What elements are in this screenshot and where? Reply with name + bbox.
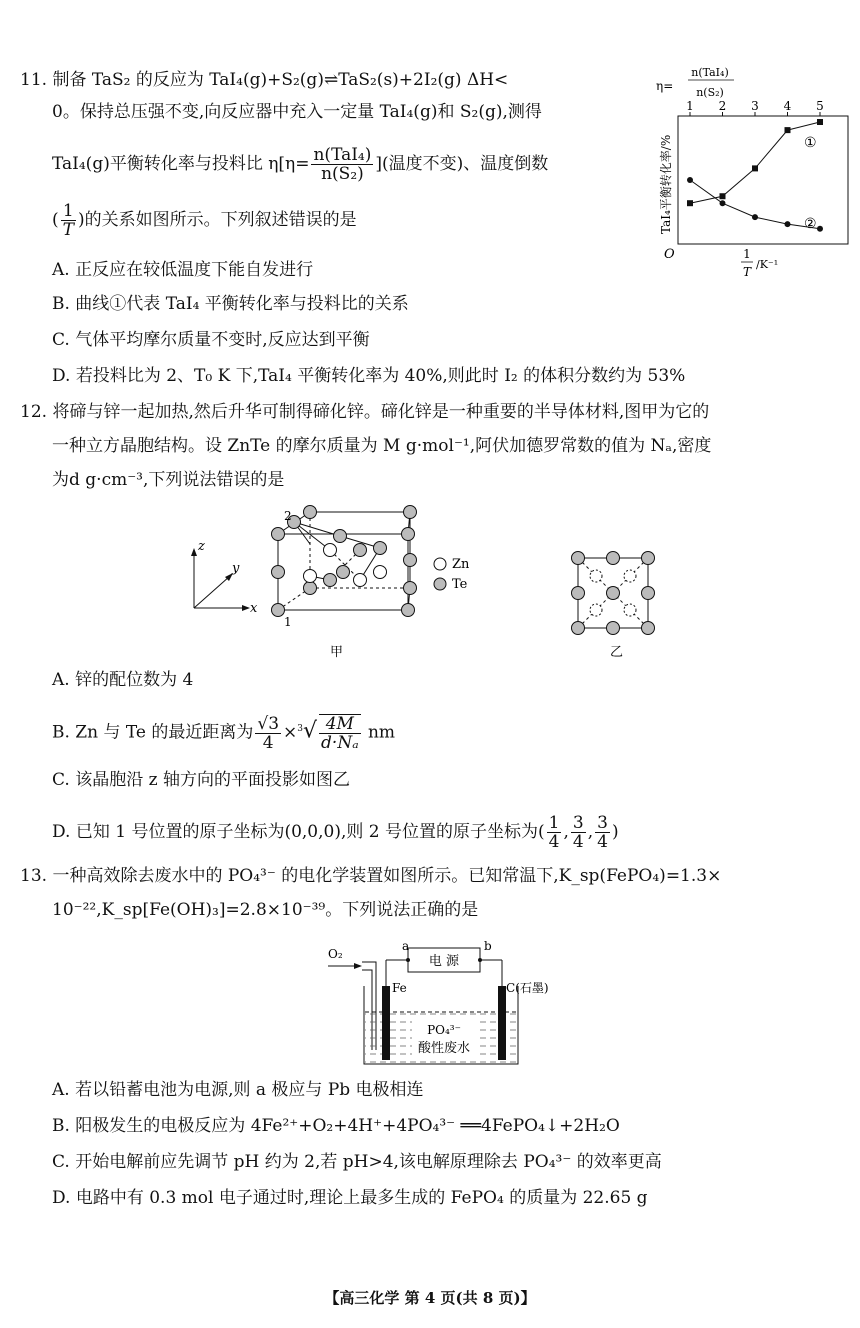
coord-y-num: 3 bbox=[572, 813, 584, 833]
chart-xlabel-den: T bbox=[742, 265, 752, 279]
axis-z-label: z bbox=[198, 539, 205, 554]
top-tick-label: 2 bbox=[718, 99, 727, 113]
q12-option-c: C. 该晶胞沿 z 轴方向的平面投影如图乙 bbox=[52, 770, 350, 790]
o2-label: O₂ bbox=[328, 947, 343, 961]
top-tick-label: 5 bbox=[816, 99, 824, 113]
caption-yi: 乙 bbox=[610, 645, 624, 660]
zn-atom bbox=[324, 544, 337, 557]
axes-icon bbox=[191, 539, 258, 616]
te-atom-projection bbox=[642, 587, 655, 600]
projection-figure bbox=[572, 552, 655, 635]
c-label: C(石墨) bbox=[506, 981, 549, 995]
te-atom bbox=[404, 582, 417, 595]
fe-electrode bbox=[382, 986, 390, 1060]
zn-atom bbox=[374, 566, 387, 579]
te-atom-projection bbox=[572, 552, 585, 565]
unit-nm: nm bbox=[367, 722, 396, 743]
series-1-point bbox=[687, 200, 693, 206]
q11-option-c: C. 气体平均摩尔质量不变时,反应达到平衡 bbox=[52, 330, 370, 350]
chart-eta-label: η= bbox=[656, 79, 674, 93]
series-1-point bbox=[752, 165, 758, 171]
q12-option-a: A. 锌的配位数为 4 bbox=[52, 670, 194, 690]
q13-option-d: D. 电路中有 0.3 mol 电子通过时,理论上最多生成的 FePO₄ 的质量为 22.65 g bbox=[52, 1188, 648, 1208]
q13-option-a: A. 若以铅蓄电池为电源,则 a 极应与 Pb 电极相连 bbox=[52, 1080, 424, 1100]
te-atom bbox=[374, 542, 387, 555]
series-line-1 bbox=[690, 122, 820, 203]
te-atom bbox=[272, 566, 285, 579]
q12-line-1: 12. 将碲与锌一起加热,然后升华可制得碲化锌。碲化锌是一种重要的半导体材料,图甲为它的 bbox=[20, 402, 710, 422]
root-numerator: 4M bbox=[319, 715, 361, 734]
te-atom-projection bbox=[642, 622, 655, 635]
te-atom-projection bbox=[607, 622, 620, 635]
zn-atom-projection bbox=[590, 604, 602, 616]
chart-eta-num: n(TaI₄) bbox=[691, 66, 729, 79]
te-atom-projection bbox=[607, 587, 620, 600]
sqrt3-over-4 bbox=[255, 715, 281, 752]
chart-xlabel-num: 1 bbox=[743, 247, 751, 261]
zn-atom bbox=[304, 570, 317, 583]
inv-numerator: 1 bbox=[61, 202, 76, 221]
series-1-point bbox=[817, 119, 823, 125]
te-atom bbox=[402, 604, 415, 617]
eta-fraction bbox=[311, 146, 373, 183]
chart-plot-frame bbox=[678, 116, 848, 244]
te-atom-projection bbox=[642, 552, 655, 565]
chart-ylabel: TaI₄平衡转化率/% bbox=[659, 134, 673, 234]
o2-arrowhead bbox=[354, 963, 362, 969]
top-tick-label: 1 bbox=[686, 99, 694, 113]
fe-label: Fe bbox=[392, 981, 407, 995]
q12-option-d: D. 已知 1 号位置的原子坐标为(0,0,0),则 2 号位置的原子坐标为( $\frac{1}{4}$ , $\frac{3}{4}$ , $\frac{3}{4}$ ) bbox=[52, 813, 619, 852]
te-legend-icon bbox=[434, 578, 446, 590]
q13-line-2: 10⁻²²,K_sp[Fe(OH)₃]=2.8×10⁻³⁹。下列说法正确的是 bbox=[52, 900, 479, 920]
four: 4 bbox=[262, 732, 274, 753]
q11-chart bbox=[650, 62, 855, 282]
te-atom bbox=[404, 554, 417, 567]
inv-denominator: T bbox=[62, 220, 74, 240]
series-2-point bbox=[687, 177, 693, 183]
chart-top-ticks bbox=[686, 99, 824, 116]
series-2-point bbox=[752, 214, 758, 220]
times-sign: × bbox=[283, 722, 298, 743]
terminal-a bbox=[406, 958, 410, 962]
terminal-b bbox=[478, 958, 482, 962]
position-2-label: 2 bbox=[284, 509, 292, 523]
zn-atom-projection bbox=[624, 570, 636, 582]
graphite-electrode bbox=[498, 986, 506, 1060]
po4-label: PO₄³⁻ bbox=[427, 1023, 461, 1037]
page-footer: 【高三化学 第 4 页(共 8 页)】 bbox=[324, 1289, 536, 1307]
series-1-point bbox=[785, 127, 791, 133]
eta-numerator: n(TaI₄) bbox=[313, 145, 372, 165]
zn-atom-projection bbox=[590, 570, 602, 582]
position-1-label: 1 bbox=[284, 615, 292, 629]
series-2-point bbox=[785, 221, 791, 227]
q13-electrolysis-figure bbox=[320, 930, 580, 1070]
q11-option-b: B. 曲线①代表 TaI₄ 平衡转化率与投料比的关系 bbox=[52, 294, 409, 314]
q12-line-3: 为d g·cm⁻³,下列说法错误的是 bbox=[52, 470, 285, 490]
coord-z-num: 3 bbox=[597, 813, 608, 833]
q11-line-2: 0。保持总压强不变,向反应器中充入一定量 TaI₄(g)和 S₂(g),测得 bbox=[52, 102, 542, 122]
eta-denominator: n(S₂) bbox=[321, 164, 364, 184]
root-fraction bbox=[319, 714, 361, 752]
te-atom-projection bbox=[572, 587, 585, 600]
q12-crystal-figure bbox=[180, 500, 700, 670]
sqrt3: √3 bbox=[257, 713, 280, 734]
series-1-point bbox=[720, 193, 726, 199]
terminal-b-label: b bbox=[484, 939, 492, 953]
coord-z-den: 4 bbox=[597, 832, 608, 852]
q11-line-4b: )的关系如图所示。下列叙述错误的是 bbox=[77, 210, 357, 230]
wastewater-label: 酸性废水 bbox=[417, 1041, 471, 1056]
zn-atom-projection bbox=[624, 604, 636, 616]
radical-sign: √ bbox=[303, 718, 318, 744]
te-atom-projection bbox=[572, 622, 585, 635]
caption-jia: 甲 bbox=[330, 645, 344, 660]
coord-x-den: 4 bbox=[548, 832, 560, 852]
coord-z bbox=[595, 814, 610, 851]
terminal-a-label: a bbox=[402, 939, 410, 953]
top-tick-label: 4 bbox=[783, 99, 792, 113]
q11-line-4 bbox=[52, 202, 357, 239]
q11-line-3a: TaI₄(g)平衡转化率与投料比 η[η= bbox=[52, 154, 310, 174]
axis-y-label: y bbox=[232, 561, 240, 576]
inverse-t-fraction bbox=[61, 202, 76, 239]
q11-option-d: D. 若投料比为 2、T₀ K 下,TaI₄ 平衡转化率为 40%,则此时 I₂ 的体积分数约为 53% bbox=[52, 366, 686, 386]
power-label: 电 源 bbox=[428, 954, 460, 969]
coord-x-num: 1 bbox=[548, 813, 560, 833]
te-atom-projection bbox=[607, 552, 620, 565]
te-atom bbox=[334, 530, 347, 543]
series-2-point bbox=[817, 226, 823, 232]
zn-legend-label: Zn bbox=[452, 557, 470, 572]
q12-line-2: 一种立方晶胞结构。设 ZnTe 的摩尔质量为 M g·mol⁻¹,阿伏加德罗常数的值为 Nₐ,密度 bbox=[52, 436, 712, 456]
te-atom bbox=[354, 544, 367, 557]
q12-option-b-prefix: B. Zn 与 Te 的最近距离为 bbox=[52, 722, 254, 743]
q11-line-3 bbox=[52, 146, 548, 183]
q12-option-d-close: ) bbox=[611, 822, 619, 842]
te-atom bbox=[272, 528, 285, 541]
series-2-point bbox=[720, 200, 726, 206]
te-legend-label: Te bbox=[452, 577, 468, 592]
zn-legend-icon bbox=[434, 558, 446, 570]
coord-y-den: 4 bbox=[572, 832, 584, 852]
q11-option-a: A. 正反应在较低温度下能自发进行 bbox=[52, 260, 314, 280]
chart-eta-den: n(S₂) bbox=[696, 86, 724, 99]
te-atom bbox=[324, 574, 337, 587]
te-atom bbox=[404, 506, 417, 519]
top-tick-label: 3 bbox=[751, 99, 759, 113]
chart-series bbox=[687, 119, 823, 232]
chart-xlabel-unit: /K⁻¹ bbox=[756, 258, 779, 271]
q11-line-4a: ( bbox=[52, 210, 59, 230]
q11-line-1: 11. 制备 TaS₂ 的反应为 TaI₄(g)+S₂(g)⇌TaS₂(s)+2I₂(g) ΔH< bbox=[20, 70, 509, 90]
q12-option-d-prefix: D. 已知 1 号位置的原子坐标为(0,0,0),则 2 号位置的原子坐标为( bbox=[52, 822, 545, 842]
root-denominator: d·Nₐ bbox=[321, 733, 359, 753]
coord-y bbox=[571, 814, 586, 851]
q11-line-3b: ](温度不变)、温度倒数 bbox=[375, 154, 549, 174]
zn-atom bbox=[354, 574, 367, 587]
series-line-2 bbox=[690, 180, 820, 229]
q13-option-c: C. 开始电解前应先调节 pH 约为 2,若 pH>4,该电解原理除去 PO₄³⁻ 的效率更高 bbox=[52, 1152, 662, 1172]
cube-root-index: 3 bbox=[297, 723, 303, 734]
chart-origin: O bbox=[664, 247, 675, 262]
axis-x-label: x bbox=[250, 601, 258, 616]
curve-2-label: ② bbox=[804, 216, 817, 232]
q13-option-b: B. 阳极发生的电极反应为 4Fe²⁺+O₂+4H⁺+4PO₄³⁻ ══4FePO₄↓+2H₂O bbox=[52, 1116, 620, 1136]
te-atom bbox=[304, 506, 317, 519]
q12-option-b bbox=[52, 714, 395, 752]
te-atom bbox=[402, 528, 415, 541]
te-atom bbox=[304, 582, 317, 595]
te-atom bbox=[337, 566, 350, 579]
q13-line-1: 13. 一种高效除去废水中的 PO₄³⁻ 的电化学装置如图所示。已知常温下,K_sp(FePO₄)=1.3× bbox=[20, 866, 722, 886]
curve-1-label: ① bbox=[804, 135, 817, 151]
coord-x bbox=[547, 814, 562, 851]
te-atom bbox=[272, 604, 285, 617]
